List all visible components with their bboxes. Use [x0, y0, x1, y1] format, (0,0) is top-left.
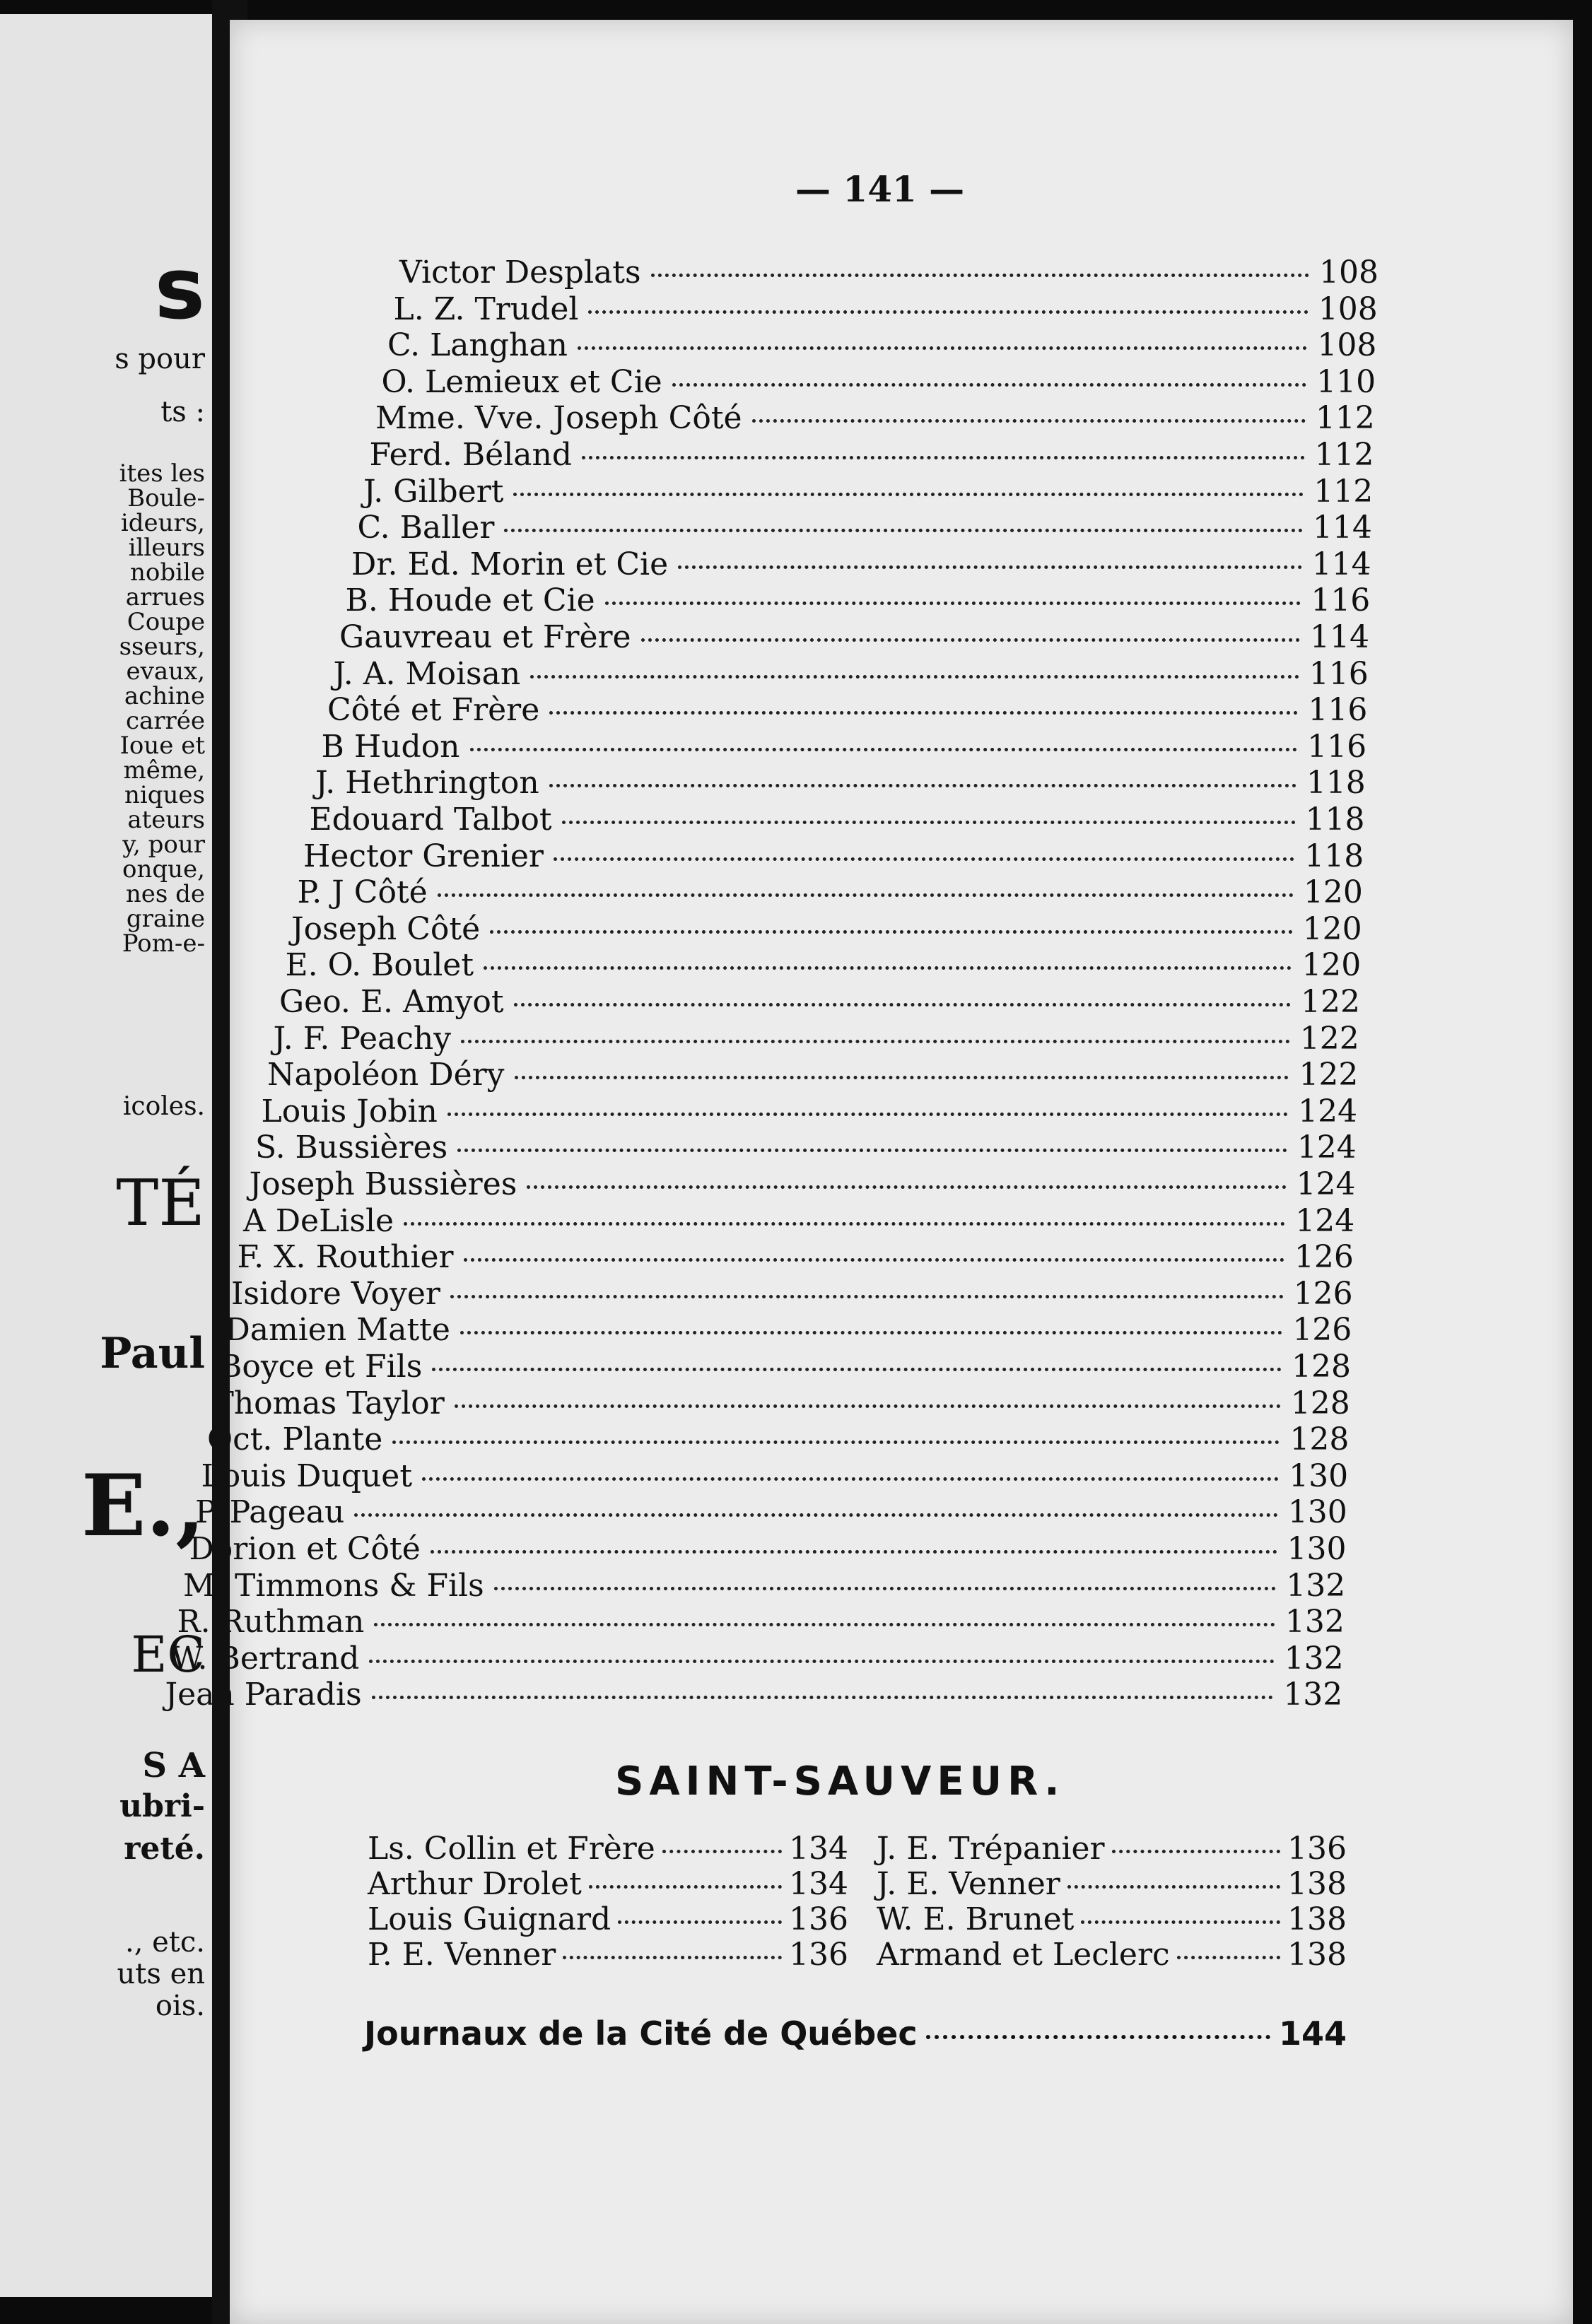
entry-page: 116: [1308, 692, 1368, 729]
index-entry: [207, 1421, 1349, 1458]
index-entry: [165, 1677, 1343, 1713]
leader-dots: [372, 1696, 1274, 1699]
entry-page: 124: [1296, 1166, 1356, 1202]
entry-name: O. Lemieux et Cie: [381, 363, 662, 400]
entry-page: 124: [1295, 1202, 1355, 1239]
entry-page: 108: [1318, 290, 1378, 327]
entry-page: 138: [1287, 1937, 1347, 1973]
index-entry: [382, 364, 1376, 401]
entry-name: Damien Matte: [225, 1312, 450, 1349]
entry-name: P. Pageau: [195, 1494, 345, 1531]
left-page-text: Coupe: [127, 608, 205, 636]
index-entry: [298, 874, 1363, 911]
leader-dots: [527, 1185, 1286, 1189]
leader-dots: [369, 1660, 1274, 1663]
index-entry: [322, 729, 1367, 765]
entry-name: Dorion et Côté: [189, 1531, 421, 1567]
entry-page: 128: [1289, 1421, 1350, 1458]
leader-dots: [490, 930, 1292, 934]
leader-dots: [641, 638, 1300, 642]
index-entry: [370, 437, 1374, 474]
entry-name: Louis Jobin: [261, 1093, 438, 1129]
leader-dots: [404, 1222, 1285, 1226]
leader-dots: [578, 346, 1307, 350]
leader-dots: [651, 274, 1309, 277]
entry-name: F. X. Routhier: [237, 1239, 454, 1276]
entry-page: 134: [789, 1866, 848, 1902]
entry-page: 122: [1299, 1057, 1359, 1093]
journaux-page: 144: [1278, 2014, 1347, 2053]
page-number: — 141 —: [795, 168, 965, 210]
entry-page: 118: [1305, 802, 1365, 838]
leader-dots: [460, 1331, 1282, 1334]
entry-page: 136: [789, 1937, 848, 1973]
entry-name: Arthur Drolet: [368, 1866, 582, 1902]
index-entry: [310, 802, 1365, 838]
saint-sauveur-entry: [368, 1866, 848, 1901]
entry-name: Victor Desplats: [399, 254, 641, 290]
left-page-text: Pom-e-: [122, 929, 205, 958]
leader-dots: [678, 565, 1301, 569]
left-page-text: graine: [126, 905, 205, 933]
entry-name: Gauvreau et Frère: [339, 619, 631, 655]
entry-page: 126: [1292, 1312, 1352, 1349]
entry-page: 124: [1298, 1093, 1358, 1129]
entry-page: 118: [1306, 765, 1366, 802]
entry-name: Ls. Collin et Frère: [368, 1831, 655, 1867]
leader-dots: [672, 383, 1306, 387]
left-page-text: onque,: [122, 855, 205, 884]
entry-name: Armand et Leclerc: [877, 1937, 1170, 1973]
entry-name: J. Hethrington: [315, 765, 539, 802]
entry-page: 126: [1293, 1275, 1353, 1312]
left-page-fragment: [0, 14, 212, 2297]
index-entry: [255, 1129, 1357, 1166]
section-title-saint-sauveur: SAINT-SAUVEUR.: [615, 1759, 1065, 1804]
entry-name: J. Gilbert: [363, 473, 504, 510]
index-entry: [250, 1166, 1356, 1203]
left-page-text: sseurs,: [119, 633, 205, 661]
left-page-text: Boule-: [127, 484, 205, 512]
leader-dots: [484, 966, 1292, 970]
entry-name: C. Baller: [357, 510, 495, 546]
leader-dots: [438, 893, 1294, 897]
index-entry: [346, 582, 1371, 619]
entry-page: 122: [1301, 984, 1360, 1020]
left-page-text: evaux,: [126, 657, 205, 686]
index-entry: [387, 327, 1376, 364]
entry-name: W. E. Brunet: [877, 1901, 1075, 1937]
leader-dots: [549, 784, 1297, 787]
left-page-text: reté.: [124, 1831, 205, 1867]
entry-name: Mme. Vve. Joseph Côté: [375, 400, 742, 437]
entry-name: Geo. E. Amyot: [279, 984, 504, 1020]
entry-page: 130: [1287, 1494, 1347, 1531]
journaux-entry: [364, 2014, 1347, 2057]
entry-name: Jean Paradis: [165, 1677, 362, 1713]
left-page-text: arrues: [125, 583, 205, 611]
entry-name: Napoléon Déry: [267, 1057, 505, 1093]
entry-name: Hector Grenier: [303, 838, 544, 874]
leader-dots: [562, 821, 1296, 824]
entry-page: 116: [1311, 582, 1371, 619]
left-page-text: achine: [124, 682, 205, 710]
index-entry: [327, 692, 1367, 729]
index-entry: [375, 400, 1375, 437]
entry-page: 136: [1287, 1831, 1347, 1867]
entry-name: Boyce et Fils: [219, 1349, 423, 1385]
index-entry: [243, 1203, 1354, 1240]
leader-dots: [1067, 1885, 1280, 1889]
entry-name: Joseph Côté: [291, 910, 481, 947]
index-entry: [195, 1494, 1347, 1531]
entry-name: M. Timmons & Fils: [183, 1567, 484, 1604]
entry-name: P. E. Venner: [368, 1937, 556, 1973]
index-entry: [267, 1057, 1358, 1093]
index-entry: [334, 656, 1369, 693]
entry-name: Ferd. Béland: [369, 437, 573, 473]
entry-name: Isidore Voyer: [231, 1275, 440, 1312]
entry-name: J. E. Trépanier: [877, 1831, 1105, 1867]
entry-name: E. O. Boulet: [285, 947, 474, 984]
left-page-text: Paul: [100, 1329, 205, 1378]
entry-page: 112: [1314, 437, 1374, 473]
saint-sauveur-entry: [877, 1866, 1347, 1901]
entry-page: 132: [1286, 1567, 1346, 1604]
index-entry: [189, 1531, 1347, 1568]
entry-page: 112: [1315, 400, 1375, 437]
index-entry: [315, 765, 1366, 802]
leader-dots: [605, 601, 1301, 605]
index-entry: [303, 838, 1364, 875]
leader-dots: [515, 1076, 1289, 1079]
entry-name: B Hudon: [321, 728, 460, 765]
leader-dots: [422, 1477, 1279, 1481]
entry-name: J. A. Moisan: [333, 655, 521, 692]
index-entry: [394, 291, 1378, 328]
left-page-text: icoles.: [122, 1092, 205, 1121]
leader-dots: [662, 1850, 782, 1853]
index-entry: [358, 510, 1372, 546]
left-page-text: illeurs: [128, 534, 205, 562]
left-page-text: même,: [123, 756, 205, 785]
leader-dots: [354, 1513, 1278, 1517]
entry-page: 130: [1289, 1457, 1349, 1494]
left-page-text: ites les: [119, 459, 205, 488]
leader-dots: [513, 493, 1304, 496]
index-entry: [171, 1641, 1344, 1677]
left-page-text: s: [154, 240, 205, 339]
entry-page: 120: [1301, 947, 1362, 984]
saint-sauveur-entry: [368, 1937, 848, 1972]
entry-page: 112: [1313, 473, 1374, 510]
leader-dots: [450, 1295, 1284, 1298]
index-entry: [238, 1239, 1354, 1276]
left-page-text: ., etc.: [124, 1926, 205, 1959]
index-entry: [399, 254, 1379, 291]
leader-dots: [1177, 1956, 1280, 1959]
leader-dots: [447, 1113, 1288, 1116]
entry-page: 116: [1307, 728, 1367, 765]
entry-name: Louis Duquet: [201, 1457, 413, 1494]
entry-name: Thomas Taylor: [213, 1385, 445, 1421]
left-page-text: nobile: [129, 558, 205, 587]
left-page-text: nes de: [125, 880, 205, 908]
entry-page: 120: [1303, 874, 1363, 911]
entry-page: 138: [1287, 1901, 1347, 1937]
entry-name: Edouard Talbot: [309, 802, 552, 838]
entry-page: 138: [1287, 1866, 1347, 1902]
index-entry: [351, 546, 1371, 583]
leader-dots: [392, 1440, 1280, 1444]
entry-page: 128: [1290, 1385, 1350, 1421]
entry-page: 124: [1297, 1129, 1357, 1166]
entry-name: S. Bussières: [255, 1129, 448, 1166]
entry-page: 120: [1302, 910, 1362, 947]
saint-sauveur-entry: [877, 1831, 1347, 1866]
entry-page: 110: [1316, 363, 1376, 400]
left-page-text: E.,: [81, 1456, 205, 1556]
leader-dots: [432, 1368, 1282, 1371]
left-page-text: carrée: [125, 707, 205, 735]
entry-page: 114: [1311, 546, 1371, 582]
index-entry: [279, 984, 1360, 1021]
leader-dots: [926, 2035, 1270, 2039]
left-page-text: ts :: [160, 396, 205, 428]
entry-name: J. E. Venner: [877, 1866, 1060, 1902]
entry-page: 118: [1304, 838, 1364, 874]
left-page-text: uts en: [117, 1958, 205, 1990]
leader-dots: [530, 675, 1299, 679]
index-entry: [339, 619, 1369, 656]
index-entry: [291, 911, 1362, 948]
entry-page: 114: [1310, 619, 1369, 655]
left-page-text: ubri-: [119, 1788, 205, 1824]
entry-name: J. F. Peachy: [273, 1020, 452, 1057]
leader-dots: [1112, 1850, 1280, 1853]
entry-name: A DeLisle: [243, 1202, 394, 1239]
left-page-text: ideurs,: [120, 509, 205, 537]
index-entry: [231, 1276, 1353, 1313]
left-page-text: S A: [142, 1746, 205, 1785]
index-entry: [177, 1604, 1345, 1641]
entry-name: R. Ruthman: [177, 1604, 365, 1641]
index-entry: [286, 947, 1362, 984]
leader-dots: [589, 1885, 782, 1889]
left-page-text: niques: [124, 781, 205, 809]
leader-dots: [470, 748, 1298, 751]
leader-dots: [504, 529, 1303, 532]
saint-sauveur-entry: [877, 1901, 1347, 1937]
left-page-text: Ioue et: [119, 732, 205, 760]
entry-name: P. J Côté: [297, 874, 428, 911]
left-page-text: EC: [131, 1626, 205, 1684]
index-entry: [363, 474, 1373, 510]
leader-dots: [464, 1258, 1284, 1262]
leader-dots: [461, 1040, 1290, 1043]
entry-page: 134: [789, 1831, 848, 1867]
leader-dots: [752, 419, 1306, 423]
index-entry: [262, 1093, 1358, 1130]
entry-page: 132: [1283, 1677, 1343, 1713]
entry-page: 122: [1299, 1020, 1359, 1057]
entry-name: Oct. Plante: [207, 1421, 383, 1458]
entry-page: 132: [1284, 1640, 1344, 1677]
leader-dots: [494, 1587, 1277, 1590]
leader-dots: [563, 1956, 782, 1959]
saint-sauveur-entry: [368, 1831, 848, 1866]
leader-dots: [618, 1920, 782, 1924]
left-page-text: y, pour: [122, 831, 205, 859]
entry-page: 130: [1287, 1531, 1347, 1567]
left-page-text: ateurs: [127, 806, 205, 834]
leader-dots: [1081, 1920, 1280, 1924]
journaux-label: Journaux de la Cité de Québec: [364, 2014, 918, 2053]
left-page-text: s pour: [115, 343, 205, 375]
leader-dots: [457, 1149, 1287, 1152]
entry-page: 128: [1292, 1349, 1351, 1385]
entry-page: 136: [789, 1901, 848, 1937]
entry-name: Dr. Ed. Morin et Cie: [351, 546, 669, 582]
leader-dots: [514, 1003, 1292, 1007]
entry-name: Louis Guignard: [368, 1901, 611, 1937]
entry-name: C. Langhan: [387, 327, 568, 364]
left-page-text: TÉ: [116, 1166, 205, 1240]
entry-page: 108: [1317, 327, 1377, 364]
entry-name: W. Bertrand: [171, 1640, 360, 1677]
entry-page: 108: [1319, 254, 1379, 290]
index-entry: [183, 1568, 1345, 1604]
entry-name: Joseph Bussières: [249, 1166, 517, 1202]
leader-dots: [431, 1550, 1277, 1554]
leader-dots: [582, 456, 1305, 459]
entry-name: L. Z. Trudel: [393, 290, 579, 327]
entry-name: B. Houde et Cie: [345, 582, 595, 619]
leader-dots: [455, 1404, 1281, 1408]
entry-page: 126: [1294, 1239, 1354, 1276]
leader-dots: [374, 1623, 1275, 1626]
leader-dots: [549, 711, 1298, 715]
saint-sauveur-entry: [368, 1901, 848, 1937]
entry-page: 114: [1312, 510, 1372, 546]
entry-name: Côté et Frère: [327, 692, 540, 729]
entry-page: 116: [1309, 655, 1369, 692]
left-page-text: ois.: [155, 1990, 205, 2022]
index-entry: [213, 1385, 1350, 1422]
entry-page: 132: [1284, 1604, 1345, 1641]
leader-dots: [588, 310, 1308, 314]
index-entry: [226, 1312, 1352, 1349]
leader-dots: [554, 857, 1294, 861]
index-entry: [201, 1458, 1349, 1495]
saint-sauveur-entry: [877, 1937, 1347, 1972]
index-entry: [219, 1349, 1351, 1385]
index-entry: [274, 1021, 1359, 1057]
